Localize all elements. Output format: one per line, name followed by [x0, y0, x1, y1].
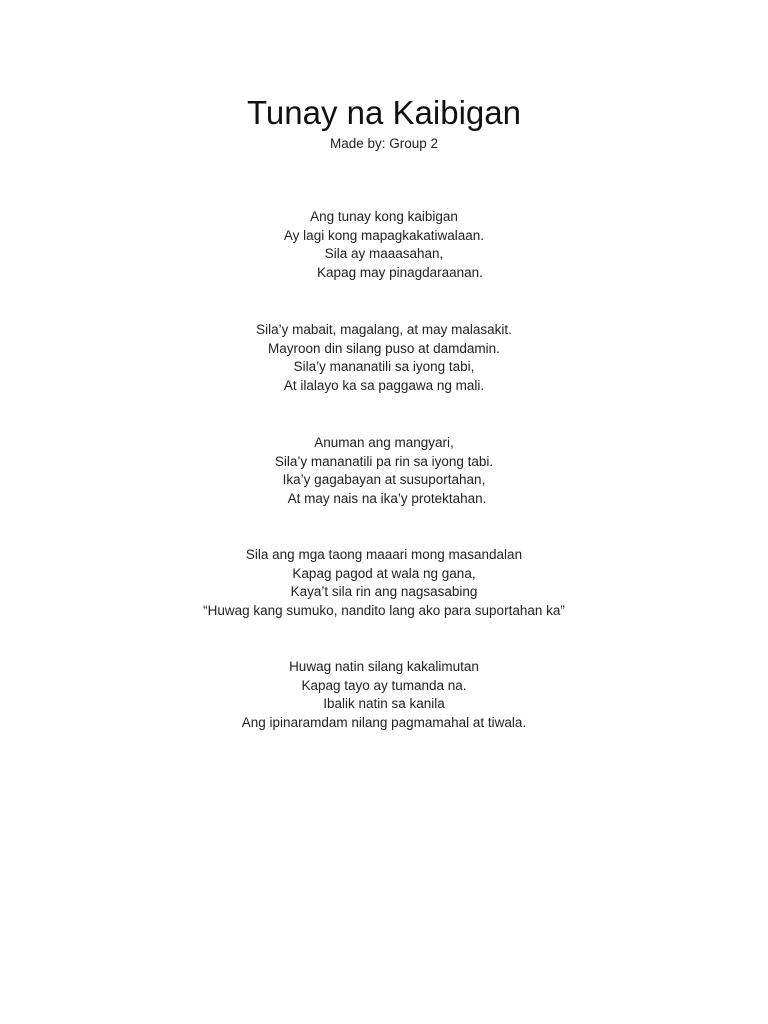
stanza-line: “Huwag kang sumuko, nandito lang ako para suportahan ka” — [203, 603, 565, 619]
stanza-line: Kaya’t sila rin ang nagsasabing — [290, 584, 478, 600]
stanza-line: Sila ang mga taong maaari mong masandalan — [245, 547, 523, 562]
poem-author-line: Made by: Group 2 — [329, 136, 439, 151]
stanza-line: Kapag may pinagdaraanan. — [317, 265, 483, 281]
stanza-line: Anuman ang mangyari, — [314, 435, 454, 450]
stanza-4 — [0, 546, 768, 621]
stanza-line: Ika’y gagabayan at susuportahan, — [282, 472, 486, 488]
poem-title: Tunay na Kaibigan — [247, 94, 521, 131]
stanza-line: Sila ay maaasahan, — [324, 246, 444, 262]
stanza-line: Sila’y mananatili pa rin sa iyong tabi. — [274, 453, 494, 469]
stanza-line: Ang tunay kong kaibigan — [310, 209, 458, 224]
stanza-line: Sila’y mananatili sa iyong tabi, — [293, 359, 475, 375]
stanza-line: At may nais na ika’y protektahan. — [287, 491, 487, 507]
stanza-1 — [0, 208, 768, 283]
stanza-3 — [0, 434, 768, 509]
stanza-line: Kapag tayo ay tumanda na. — [301, 677, 467, 693]
stanza-2 — [0, 321, 768, 396]
stanza-line: Kapag pagod at wala ng gana, — [292, 565, 476, 581]
stanza-line: Ay lagi kong mapagkakatiwalaan. — [283, 227, 485, 243]
stanza-line: Ibalik natin sa kanila — [323, 696, 445, 712]
stanza-line: Mayroon din silang puso at damdamin. — [268, 340, 500, 356]
stanza-line: Huwag natin silang kakalimutan — [289, 659, 479, 674]
stanza-5 — [0, 658, 768, 733]
stanza-line: At ilalayo ka sa paggawa ng mali. — [283, 378, 485, 394]
stanza-line: Sila’y mabait, magalang, at may malasakit. — [256, 322, 512, 337]
stanza-line: Ang ipinaramdam nilang pagmamahal at tiwala. — [241, 715, 527, 731]
